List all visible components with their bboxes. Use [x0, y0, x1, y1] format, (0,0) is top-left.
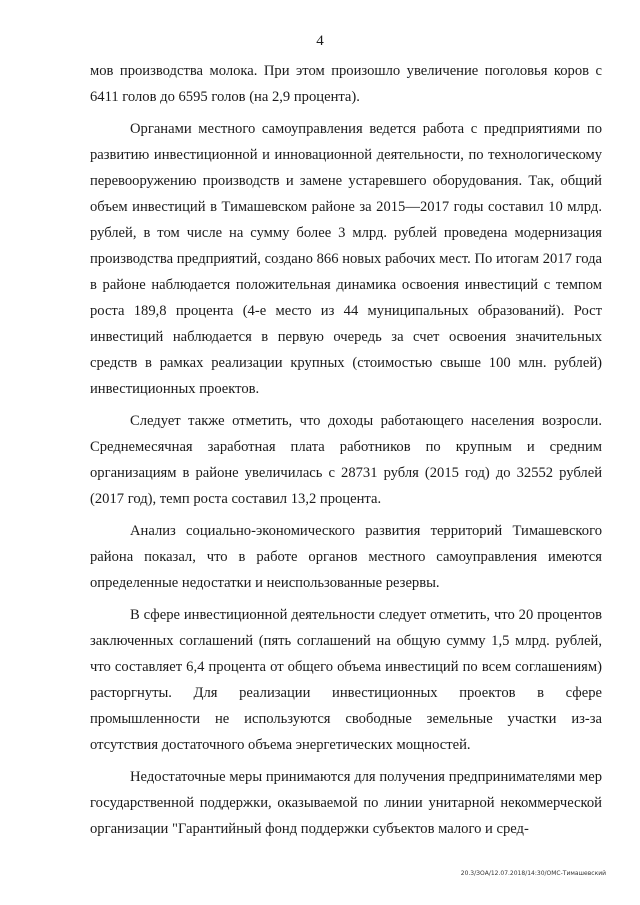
document-body	[90, 58, 602, 848]
paragraph-milk-production: мов производства молока. При этом произошло увеличение поголовья коров с 6411 голов до 6595 голов (на 2,9 процента).	[90, 63, 602, 105]
paragraph-investment-sphere: В сфере инвестиционной деятельности следует отметить, что 20 процентов заключенных соглашений (пять соглашений на общую сумму 1,5 млрд. рублей, что составляет 6,4 процента от общего объема инвестиций по всем соглашениям) расторгнуты. Для реализации инвестиционных проектов в сфере промышленности не используются свободные земельные участки из-за отсутствия достаточного объема энергетических мощностей.	[90, 607, 602, 753]
paragraph-analysis: Анализ социально-экономического развития территорий Тимашевского района показал, что в работе органов местного самоуправления имеются определенные недостатки и неиспользованные резервы.	[90, 523, 602, 591]
paragraph-support-measures: Недостаточные меры принимаются для получения предпринимателями мер государственной поддержки, оказываемой по линии унитарной некоммерческой организации "Гарантийный фонд поддержки субъектов малого и сред-	[90, 769, 602, 837]
paragraph-income: Следует также отметить, что доходы работающего населения возросли. Среднемесячная заработная плата работников по крупным и средним организациям в районе увеличилась с 28731 рубля (2015 год) до 32552 рублей (2017 год), темп роста составил 13,2 процента.	[90, 413, 602, 507]
document-footer-code: 20.3/ЗОА/12.07.2018/14:30/ОМС-Тимашевский	[460, 870, 606, 877]
paragraph-investment: Органами местного самоуправления ведется работа с предприятиями по развитию инвестиционной и инновационной деятельности, по технологическому перевооружению производств и замене устаревшего оборудования. Так, общий объем инвестиций в Тимашевском районе за 2015—2017 годы составил 10 млрд. рублей, в том числе на сумму более 3 млрд. рублей проведена модернизация производства предприятий, создано 866 новых рабочих мест. По итогам 2017 года в районе наблюдается положительная динамика освоения инвестиций с темпом роста 189,8 процента (4-е место из 44 муниципальных образований). Рост инвестиций наблюдается в первую очередь за счет освоения значительных средств в рамках реализации крупных (стоимостью свыше 100 млн. рублей) инвестиционных проектов.	[90, 121, 602, 397]
page-number: 4	[316, 33, 324, 49]
